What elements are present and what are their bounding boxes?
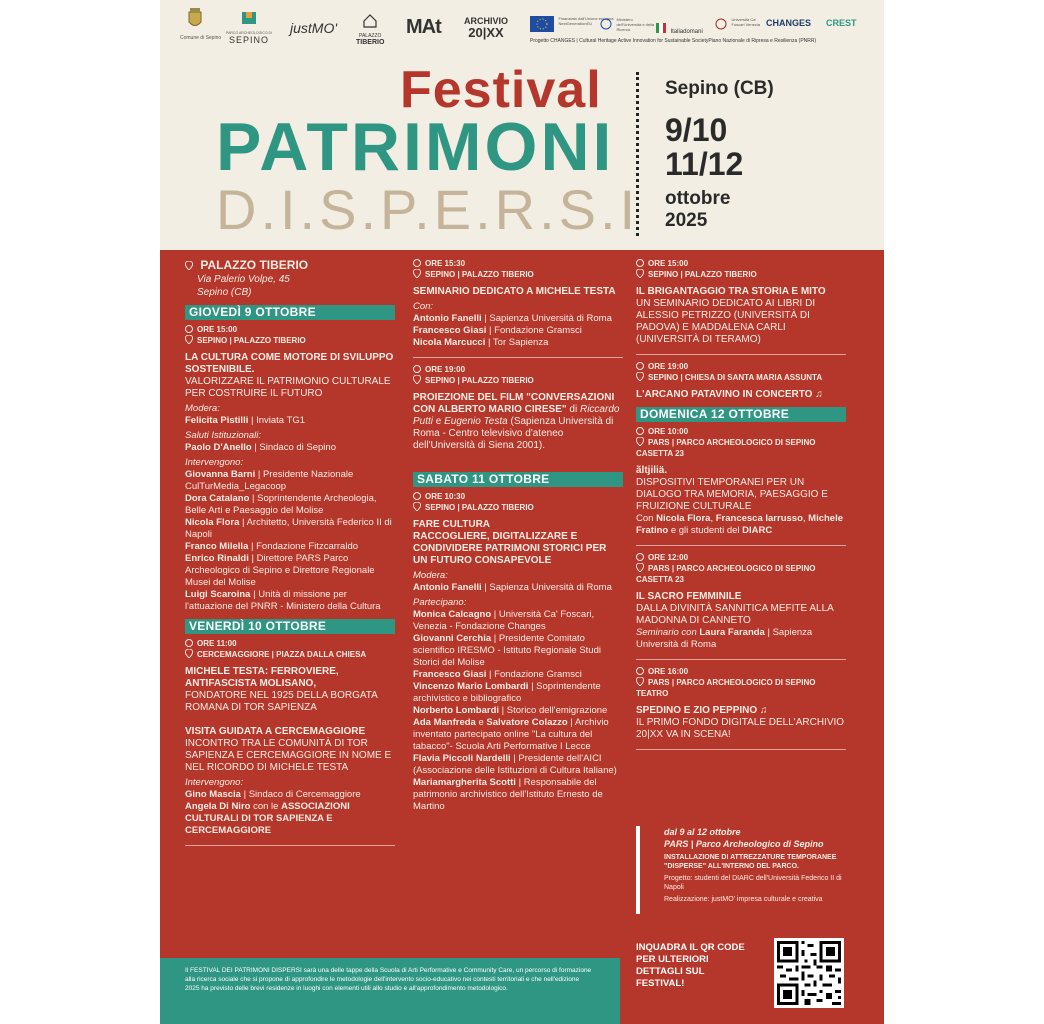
palazzo-tiberio-logo: PALAZZO TIBERIO xyxy=(356,14,384,46)
italiadomani-logo: Italiadomani xyxy=(656,20,703,38)
clock-icon xyxy=(636,362,644,370)
festival-date-2: 11/12 xyxy=(665,146,744,182)
seminar-speaker: Seminario con Laura Faranda | Sapienza Università di Roma xyxy=(636,627,813,650)
day-band-thursday: GIOVEDÌ 9 OTTOBRE xyxy=(185,305,395,320)
festival-date-1: 9/10 xyxy=(665,112,728,148)
modera-label: Modera: xyxy=(185,403,220,414)
event-subtitle: IL PRIMO FONDO DIGITALE DELL'ARCHIVIO 20|XX VA IN SCENA! xyxy=(636,717,845,740)
event-title: MICHELE TESTA: FERROVIERE, ANTIFASCISTA MOLISANO, xyxy=(185,666,339,689)
speaker: Giovanna Barni | Presidente Nazionale CulTurMedia_Legacoop xyxy=(185,469,354,492)
year-label: 2025 xyxy=(665,210,708,231)
location-pin-icon xyxy=(636,372,644,381)
day-band-friday: VENERDÌ 10 OTTOBRE xyxy=(185,619,395,634)
program-column-1 xyxy=(185,258,395,852)
location-pin-icon xyxy=(413,502,421,511)
festival-month xyxy=(665,188,730,232)
event-venue: SEPINO | PALAZZO TIBERIO xyxy=(636,269,846,280)
event-title: SEMINARIO DEDICATO A MICHELE TESTA xyxy=(413,286,616,297)
speaker: Monica Calcagno | Università Ca' Foscari, Venezia - Fondazione Changes xyxy=(413,609,595,632)
venue-heading: PALAZZO TIBERIO xyxy=(185,258,395,273)
installation-realization: Realizzazione: justMO' impresa culturale e creativa xyxy=(664,896,823,903)
event-time: ORE 16:00 xyxy=(636,666,846,677)
installation-title: INSTALLAZIONE DI ATTREZZATURE TEMPORANEE "DISPERSE" ALL'INTERNO DEL PARCO. xyxy=(664,854,837,870)
intervengono-label: Intervengono: xyxy=(185,777,244,788)
intervengono-label: Intervengono: xyxy=(185,457,244,468)
event-venue: SEPINO | PALAZZO TIBERIO xyxy=(185,335,395,346)
eu-flag-icon xyxy=(530,16,554,32)
installation-dates: dal 9 al 12 ottobre xyxy=(664,827,741,837)
program-section xyxy=(160,250,884,1024)
event-title: VISITA GUIDATA A CERCEMAGGIORE xyxy=(185,726,366,737)
event-venue: SEPINO | PALAZZO TIBERIO xyxy=(413,502,623,513)
location-pin-icon xyxy=(413,269,421,278)
festival-poster xyxy=(160,0,884,1024)
comune-logo: Comune di Sepino xyxy=(180,8,210,41)
installation-note xyxy=(636,826,846,904)
divider xyxy=(185,845,395,846)
event-title: ãltjiliä. xyxy=(636,465,668,476)
program-column-3 xyxy=(636,258,846,756)
clock-icon xyxy=(636,553,644,561)
participants: Con Nicola Flora, Francesca Iarrusso, Michele Fratino e gli studenti del DIARC xyxy=(636,513,844,536)
moderator: Antonio Fanelli | Sapienza Università di Roma xyxy=(413,582,612,593)
event-subtitle: VALORIZZARE IL PATRIMONIO CULTURALE PER COSTRUIRE IL FUTURO xyxy=(185,376,391,399)
modera-label: Modera: xyxy=(413,570,448,581)
partecipano-label: Partecipano: xyxy=(413,597,467,608)
location-pin-icon xyxy=(636,677,644,686)
sepino-mark-icon xyxy=(240,10,258,26)
divider xyxy=(636,354,846,355)
program-column-2 xyxy=(413,258,623,813)
justmo-logo: justMO' xyxy=(290,20,338,36)
speaker: Norberto Lombardi | Storico dell'emigrazione xyxy=(413,705,608,716)
dotted-divider xyxy=(636,72,639,236)
event-subtitle: UN SEMINARIO DEDICATO AI LIBRI DI ALESSIO PETRIZZO (UNIVERSITÀ DI PADOVA) E MADDALENA CARLI (UNIVERSITÀ DI TERAMO) xyxy=(636,298,816,345)
saluti-label: Saluti Istituzionali: xyxy=(185,430,262,441)
event-venue: SEPINO | CHIESA DI SANTA MARIA ASSUNTA xyxy=(636,372,846,383)
event-title: FARE CULTURA xyxy=(413,519,491,530)
month-label: ottobre xyxy=(665,188,731,209)
speaker: Flavia Piccoli Nardelli | Presidente dell'AICI (Associazione delle Istituzioni di Cultura Italiane) xyxy=(413,753,617,776)
location-pin-icon xyxy=(185,649,193,658)
clock-icon xyxy=(636,259,644,267)
speaker: Vincenzo Mario Lombardi | Soprintendente archivistico e bibliografico xyxy=(413,681,601,704)
day-band-sunday: DOMENICA 12 OTTOBRE xyxy=(636,407,846,422)
speaker: Francesco Giasi | Fondazione Gramsci xyxy=(413,325,582,336)
clock-icon xyxy=(185,325,193,333)
ministry-emblem-icon xyxy=(600,18,612,30)
event-title: L'ARCANO PATAVINO IN CONCERTO ♫ xyxy=(636,389,823,400)
sepino-logo: PARCO ARCHEOLOGICO DI SEPINO xyxy=(226,10,272,45)
event-venue: CERCEMAGGIORE | PIAZZA DALLA CHIESA xyxy=(185,649,395,660)
event-subtitle: INCONTRO TRA LE COMUNITÀ DI TOR SAPIENZA E CERCEMAGGIORE IN NOME E NEL RICORDO DI MICHELE TESTA xyxy=(185,738,392,773)
archivio-logo: ARCHIVIO 20|XX xyxy=(464,16,509,40)
installation-project: Progetto: studenti del DIARC dell'Università Federico II di Napoli xyxy=(664,875,842,891)
event-time: ORE 12:00 xyxy=(636,552,846,563)
day-band-saturday: SABATO 11 OTTOBRE xyxy=(413,472,623,487)
university-seal-icon xyxy=(715,18,727,30)
speaker: Nicola Marcucci | Tor Sapienza xyxy=(413,337,549,348)
bottom-info-text: Il FESTIVAL DEI PATRIMONI DISPERSI sarà una delle tappe della Scuola di Arti Performative e Community Care, un percorso di formazione alla ricerca sociale che si propone di approfondire le metodologie dell'intervento socio-educativo nei contesti territoriali e che nell'edizione 2025 ha previsto delle brevi residenze in luoghi con elementi utili allo studio e all'approfondimento metodologico. xyxy=(185,967,592,992)
qr-code-icon xyxy=(777,941,841,1005)
mat-logo: MAt xyxy=(406,16,441,38)
installation-bar xyxy=(636,826,640,914)
event-time: ORE 10:00 xyxy=(636,426,846,437)
event-venue: PARS | PARCO ARCHEOLOGICO DI SEPINO CASETTA 23 xyxy=(636,564,816,584)
event-title: LA CULTURA COME MOTORE DI SVILUPPO SOSTENIBILE. xyxy=(185,352,394,375)
greeting-speaker: Paolo D'Anello | Sindaco di Sepino xyxy=(185,442,336,453)
festival-place: Sepino (CB) xyxy=(665,78,774,99)
event-subtitle: FONDATORE NEL 1925 DELLA BORGATA ROMANA DI TOR SAPIENZA xyxy=(185,690,378,713)
location-pin-icon xyxy=(636,437,644,446)
event-subtitle: DALLA DIVINITÀ SANNITICA MEFITE ALLA MADONNA DI CANNETO xyxy=(636,603,834,626)
divider xyxy=(636,659,846,660)
coat-of-arms-icon xyxy=(187,8,203,30)
ministero-logo: Ministero dell'Università e della Ricerca xyxy=(600,17,656,35)
house-icon xyxy=(363,14,377,28)
crest-logo: CREST xyxy=(826,18,857,28)
clock-icon xyxy=(636,427,644,435)
clock-icon xyxy=(413,365,421,373)
location-pin-icon xyxy=(185,261,193,270)
divider xyxy=(636,749,846,750)
changes-logo: CHANGES xyxy=(766,18,812,28)
title-patrimoni: PATRIMONI xyxy=(216,109,615,185)
speaker: Antonio Fanelli | Sapienza Università di Roma xyxy=(413,313,612,324)
event-time: ORE 15:30 xyxy=(413,258,623,269)
event-venue: SEPINO | PALAZZO TIBERIO xyxy=(413,269,623,280)
qr-code[interactable] xyxy=(774,938,844,1008)
clock-icon xyxy=(413,492,421,500)
divider xyxy=(413,357,623,358)
venue-address-1: Via Palerio Volpe, 45 xyxy=(197,274,290,285)
location-pin-icon xyxy=(636,563,644,572)
location-pin-icon xyxy=(413,375,421,384)
event-venue: SEPINO | PALAZZO TIBERIO xyxy=(413,375,623,386)
ca-foscari-logo: Università Ca' Foscari Venezia xyxy=(715,17,765,35)
speaker: Dora Catalano | Soprintendente Archeologia, Belle Arti e Paesaggio del Molise xyxy=(185,493,377,516)
eu-logo: Finanziato dall'Unione europea NextGenerationEU xyxy=(530,16,618,37)
italy-flag-icon xyxy=(656,23,666,33)
event-title: IL SACRO FEMMINILE xyxy=(636,591,742,602)
speaker: Ada Manfreda e Salvatore Colazzo | Archivio inventato partecipato online "La cultura del tabacco"- Scuola Arti Performative I Lecce xyxy=(413,717,609,752)
clock-icon xyxy=(185,639,193,647)
speaker: Gino Mascia | Sindaco di Cercemaggiore xyxy=(185,789,361,800)
bottom-info-bar xyxy=(160,958,620,1024)
event-time: ORE 15:00 xyxy=(636,258,846,269)
qr-instructions: INQUADRA IL QR CODE PER ULTERIORI DETTAGLI SUL FESTIVAL! xyxy=(636,942,745,989)
event-title: IL BRIGANTAGGIO TRA STORIA E MITO xyxy=(636,286,826,297)
clock-icon xyxy=(636,667,644,675)
sponsor-logos xyxy=(160,0,884,56)
speaker: Franco Milella | Fondazione Fitzcarraldo xyxy=(185,541,359,552)
title-dispersi: D.I.S.P.E.R.S.I xyxy=(216,178,640,241)
event-time: ORE 11:00 xyxy=(185,638,395,649)
project-note: Progetto CHANGES | Cultural Heritage Active Innovation for Sustainable SocietyPiano Nazionale di Ripresa e Resilienza (PNRR) xyxy=(530,38,817,44)
event-subtitle: RACCOGLIERE, DIGITALIZZARE E CONDIVIDERE PATRIMONI STORICI PER UN FUTURO CONSAPEVOLE xyxy=(413,531,607,566)
moderator: Felicita Pistilli | Inviata TG1 xyxy=(185,415,306,426)
location-pin-icon xyxy=(636,269,644,278)
speaker: Angela Di Niro con le ASSOCIAZIONI CULTURALI DI TOR SAPIENZA E CERCEMAGGIORE xyxy=(185,801,350,836)
event-subtitle: DISPOSITIVI TEMPORANEI PER UN DIALOGO TRA MEMORIA, PAESAGGIO E FRUIZIONE CULTURALE xyxy=(636,477,828,512)
event-time: ORE 19:00 xyxy=(413,364,623,375)
con-label: Con: xyxy=(413,301,434,312)
event-time: ORE 19:00 xyxy=(636,361,846,372)
speaker: Enrico Rinaldi | Direttore PARS Parco Archeologico di Sepino e Direttore Regionale Musei del Molise xyxy=(185,553,375,588)
speaker: Giovanni Cerchia | Presidente Comitato scientifico IRESMO - Istituto Regionale Studi Storici del Molise xyxy=(413,633,601,668)
speaker: Nicola Flora | Architetto, Università Federico II di Napoli xyxy=(185,517,392,540)
event-time: ORE 15:00 xyxy=(185,324,395,335)
speaker: Francesco Giasi | Fondazione Gramsci xyxy=(413,669,582,680)
event-title: SPEDINO E ZIO PEPPINO ♫ xyxy=(636,705,768,716)
event-venue: PARS | PARCO ARCHEOLOGICO DI SEPINO CASETTA 23 xyxy=(636,438,816,458)
location-pin-icon xyxy=(185,335,193,344)
divider xyxy=(636,545,846,546)
speaker: Mariamargherita Scotti | Responsabile del patrimonio archivistico dell'Istituto Ernesto de Martino xyxy=(413,777,603,812)
venue-address-2: Sepino (CB) xyxy=(197,287,252,298)
event-venue: PARS | PARCO ARCHEOLOGICO DI SEPINO TEATRO xyxy=(636,678,816,698)
clock-icon xyxy=(413,259,421,267)
event-description: PROIEZIONE DEL FILM "CONVERSAZIONI CON ALBERTO MARIO CIRESE" di Riccardo Putti e Eugenio Testa (Sapienza Università di Roma - Centro televisivo d'ateneo dell'Università di Siena 2001). xyxy=(413,392,620,451)
title-festival: Festival xyxy=(400,61,602,119)
speaker: Luigi Scaroina | Unità di missione per l'attuazione del PNRR - Ministero della Cultura xyxy=(185,589,381,612)
installation-place: PARS | Parco Archeologico di Sepino xyxy=(664,839,824,849)
event-time: ORE 10:30 xyxy=(413,491,623,502)
